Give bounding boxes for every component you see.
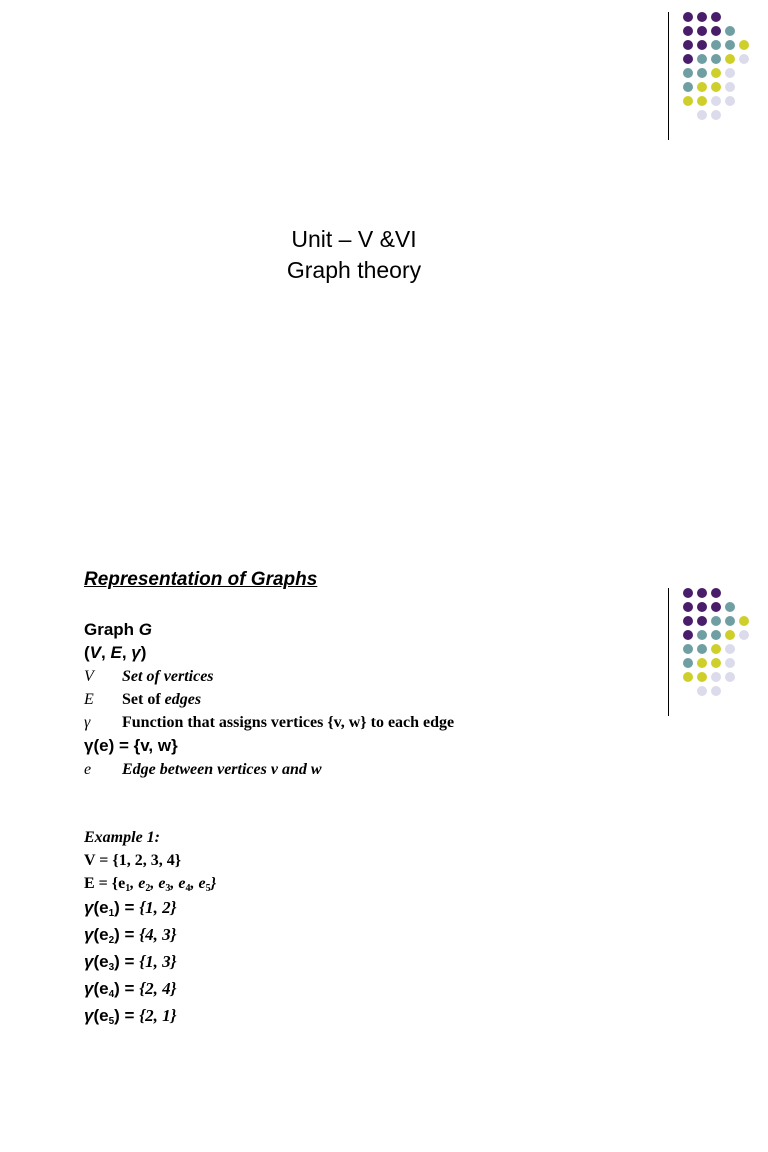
decorative-dot xyxy=(725,40,735,50)
decorative-dot xyxy=(697,588,707,598)
decorative-dot xyxy=(683,588,693,598)
decorative-dot xyxy=(725,644,735,654)
decorative-dot xyxy=(683,12,693,22)
decorative-dot xyxy=(697,110,707,120)
decorative-dot xyxy=(725,54,735,64)
decorative-dot xyxy=(683,672,693,682)
decorative-dot xyxy=(683,82,693,92)
decorative-dot xyxy=(711,686,721,696)
decorative-dot xyxy=(711,588,721,598)
decorative-dot xyxy=(711,40,721,50)
decorative-dot xyxy=(697,672,707,682)
edge-mapping: $\gamma(e_3) = \{1$, 3} xyxy=(84,952,177,973)
decorative-dot xyxy=(739,630,749,640)
decorative-dot xyxy=(725,672,735,682)
decorative-dot xyxy=(683,644,693,654)
decorative-dot xyxy=(725,26,735,36)
def-edges: E Set of edges xyxy=(84,691,202,708)
def-vertices: V Set of vertices xyxy=(84,668,214,685)
graph-label: Graph G xyxy=(84,620,153,639)
edge-mapping: $\gamma(e_2) = \{4$, 3} xyxy=(84,925,177,946)
decorative-dot xyxy=(697,658,707,668)
decorative-dot xyxy=(683,96,693,106)
decorative-dot xyxy=(697,82,707,92)
decorative-dot xyxy=(711,658,721,668)
edge-mapping: $\gamma(e_5) = \{2$, 1} xyxy=(84,1006,177,1027)
edge-set: $E = \{e_1$, $e_2$, $e_3$, $e_4$, $e_5$} xyxy=(84,875,217,894)
graph-tuple: (V, E, γ) xyxy=(84,643,147,662)
decorative-dot xyxy=(725,68,735,78)
divider-line xyxy=(668,588,669,716)
decorative-dot-grid xyxy=(683,12,755,124)
title-line-2: Graph theory xyxy=(286,257,422,283)
decorative-dot xyxy=(697,616,707,626)
decorative-dot xyxy=(697,686,707,696)
decorative-dot xyxy=(711,96,721,106)
decorative-dot xyxy=(697,644,707,654)
decorative-dot xyxy=(683,54,693,64)
decorative-dot xyxy=(683,68,693,78)
decorative-dot xyxy=(697,630,707,640)
edge-mapping: $\gamma(e_4) = \{2$, 4} xyxy=(84,979,177,1000)
decorative-dot xyxy=(683,602,693,612)
decorative-dot xyxy=(683,658,693,668)
decorative-dot xyxy=(725,602,735,612)
def-function: γ Function that assigns vertices {v, w} to each edge xyxy=(84,714,455,731)
decorative-dot xyxy=(697,68,707,78)
decorative-dot xyxy=(683,40,693,50)
decorative-dot xyxy=(711,630,721,640)
decorative-dot xyxy=(725,82,735,92)
vertex-set: V = {1, 2, 3, 4} xyxy=(84,852,181,869)
slide-heading: Representation of Graphs xyxy=(84,569,318,590)
decorative-dot xyxy=(711,644,721,654)
decorative-dot xyxy=(683,26,693,36)
decorative-dot xyxy=(683,630,693,640)
decorative-dot xyxy=(739,54,749,64)
decorative-dot xyxy=(711,616,721,626)
decorative-dot xyxy=(711,12,721,22)
decorative-dot xyxy=(697,26,707,36)
decorative-dot xyxy=(739,40,749,50)
decorative-dot xyxy=(711,68,721,78)
decorative-dot xyxy=(725,658,735,668)
slide-title xyxy=(0,224,708,286)
decorative-dot xyxy=(711,54,721,64)
example-title: Example 1: xyxy=(84,829,160,846)
decorative-dot xyxy=(725,630,735,640)
decorative-dot xyxy=(711,602,721,612)
decorative-dot-grid xyxy=(683,588,755,700)
def-edge: e Edge between vertices v and w xyxy=(84,761,322,778)
decorative-dot xyxy=(697,12,707,22)
divider-line xyxy=(668,12,669,140)
decorative-dot xyxy=(697,96,707,106)
decorative-dot xyxy=(725,616,735,626)
content-slide xyxy=(0,569,768,1152)
edge-mapping: $\gamma(e_1) = \{1$, 2} xyxy=(84,898,177,919)
decorative-dot xyxy=(711,26,721,36)
gamma-definition: γ(e) = {v, w} xyxy=(84,736,178,755)
decorative-dot xyxy=(697,602,707,612)
decorative-dot xyxy=(725,96,735,106)
decorative-dot xyxy=(711,110,721,120)
decorative-dot xyxy=(697,40,707,50)
decorative-dot xyxy=(683,616,693,626)
decorative-dot xyxy=(711,672,721,682)
title-line-1: Unit – V &VI xyxy=(291,226,417,252)
decorative-dot xyxy=(697,54,707,64)
decorative-dot xyxy=(711,82,721,92)
decorative-dot xyxy=(739,616,749,626)
